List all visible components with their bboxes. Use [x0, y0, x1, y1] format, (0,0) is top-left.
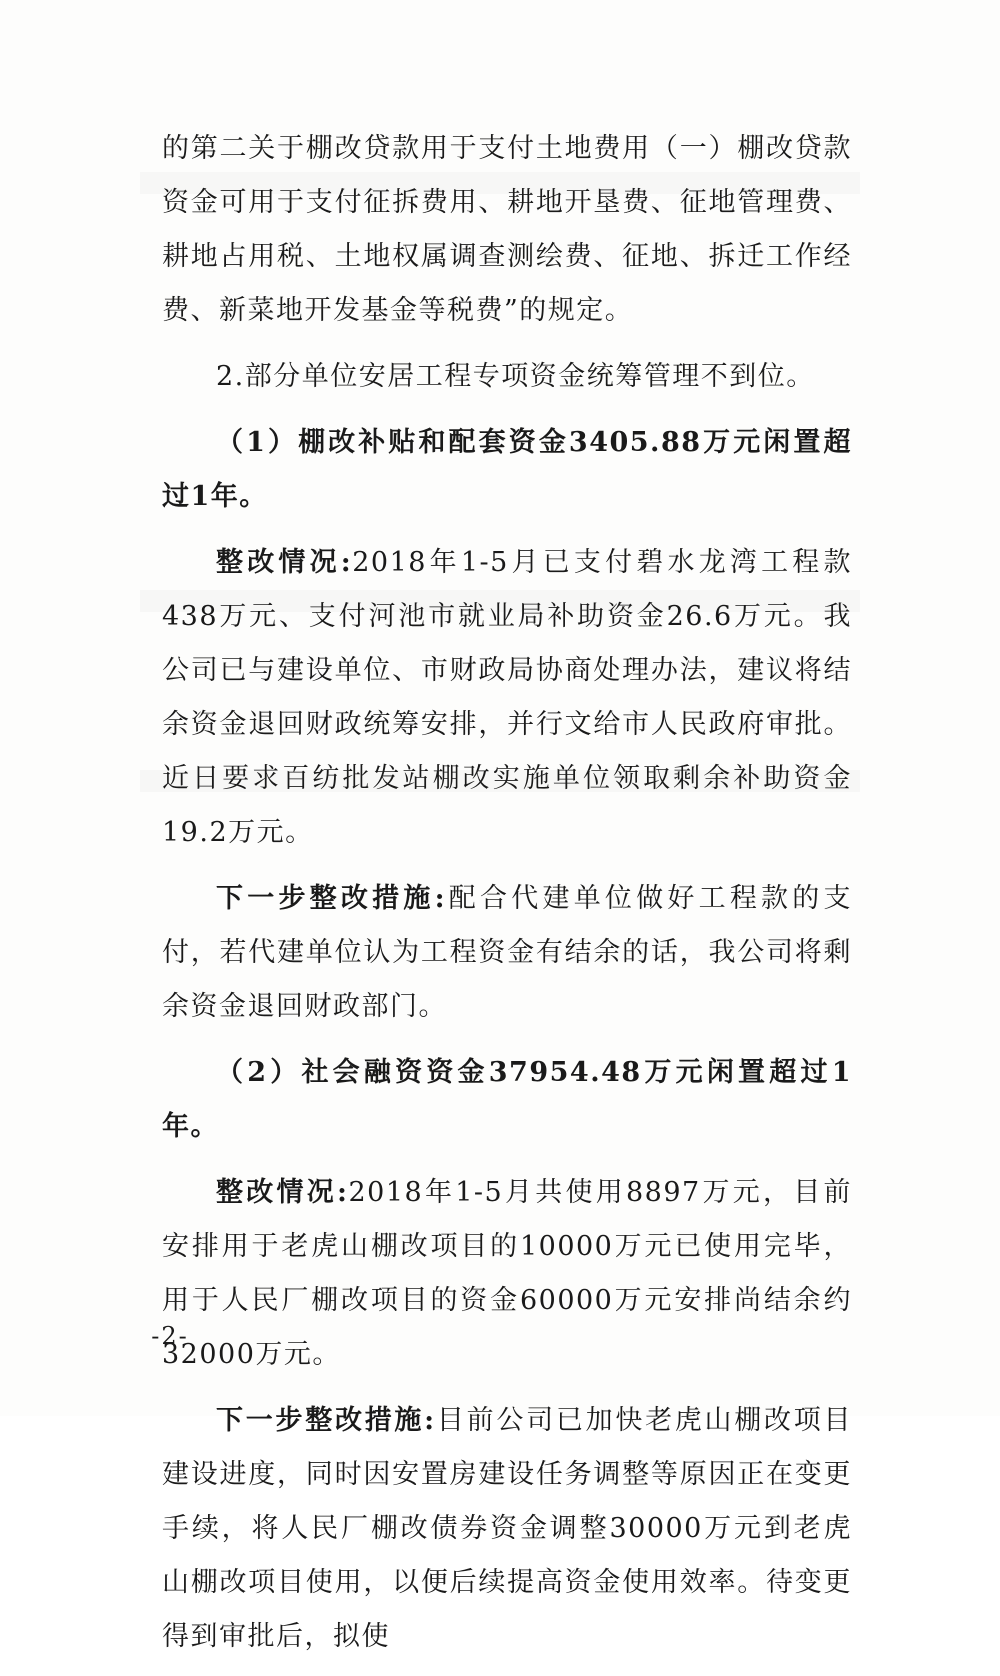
- subsection-heading: （1）棚改补贴和配套资金3405.88万元闲置超过1年。: [162, 427, 852, 512]
- paragraph-label: 整改情况:: [216, 1177, 349, 1208]
- subsection-heading: （2）社会融资资金37954.48万元闲置超过1年。: [162, 1057, 852, 1142]
- paragraph-label: 下一步整改措施:: [216, 883, 447, 914]
- paragraph-label: 整改情况:: [216, 547, 353, 578]
- paragraph-text: 配合代建单位做好工程款的支付，若代建单位认为工程资金有结余的话，我公司将剩余资金退回财政部门。: [162, 883, 853, 1022]
- paragraph-label: 下一步整改措施:: [216, 1405, 436, 1436]
- rectification-status-paragraph: [162, 536, 852, 860]
- document-body: [162, 122, 852, 1676]
- paragraph-text: 的第二关于棚改贷款用于支付土地费用（一）棚改贷款资金可用于支付征拆费用、耕地开垦费、征地管理费、耕地占用税、土地权属调查测绘费、征地、拆迁工作经费、新菜地开发基金等税费”的规定。: [162, 133, 852, 326]
- section-heading: 2.部分单位安居工程专项资金统筹管理不到位。: [216, 361, 815, 392]
- paragraph-text: 目前公司已加快老虎山棚改项目建设进度，同时因安置房建设任务调整等原因正在变更手续，将人民厂棚改债券资金调整30000万元到老虎山棚改项目使用，以便后续提高资金使用效率。待变更得到审批后，拟使: [162, 1405, 853, 1652]
- paragraph-text: 2018年1-5月共使用8897万元，目前安排用于老虎山棚改项目的10000万元已使用完毕，用于人民厂棚改项目的资金60000万元安排尚结余约32000万元。: [162, 1177, 852, 1370]
- page-number: -2-: [151, 1322, 189, 1350]
- next-steps-paragraph: [162, 872, 852, 1034]
- next-steps-paragraph: [162, 1394, 852, 1664]
- paragraph-text: 2018年1-5月已支付碧水龙湾工程款438万元、支付河池市就业局补助资金26.6万元。我公司已与建设单位、市财政局协商处理办法，建议将结余资金退回财政统筹安排，并行文给市人民政府审批。近日要求百纺批发站棚改实施单位领取剩余补助资金19.2万元。: [162, 547, 852, 848]
